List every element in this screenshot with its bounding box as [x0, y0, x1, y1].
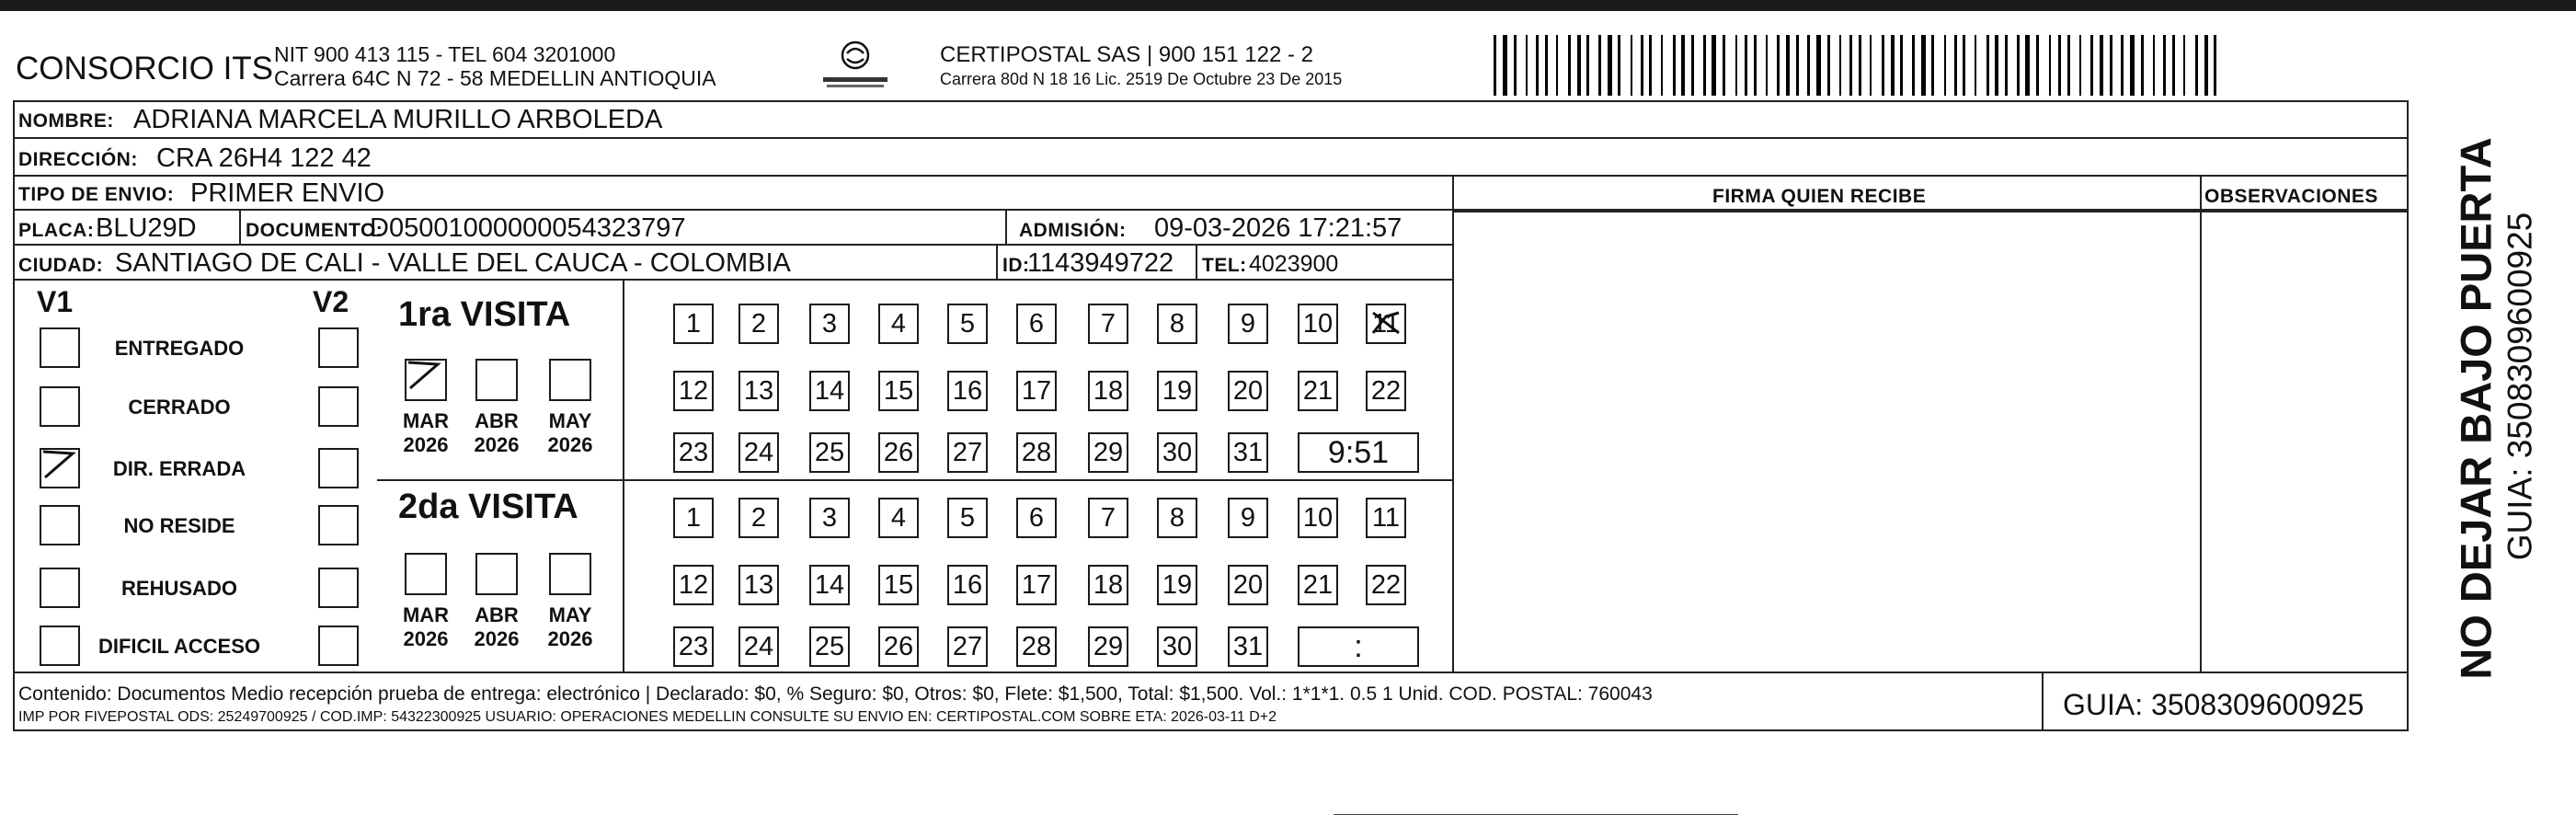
status-label: REHUSADO — [121, 577, 237, 600]
day-box[interactable]: 19 — [1157, 565, 1197, 605]
day-box[interactable]: 17 — [1016, 371, 1057, 411]
footer-print-line: IMP POR FIVEPOSTAL ODS: 25249700925 / COD.IMP: 54322300925 USUARIO: OPERACIONES MEDELLIN CONSULTE SU ENVIO EN: CERTIPOSTAL.COM SOBRE ETA: 2026-03-11 D+2 — [18, 709, 1277, 725]
certipostal-info: CERTIPOSTAL SAS | 900 151 122 - 2 — [940, 42, 1313, 67]
v1-label: V1 — [37, 285, 74, 318]
status-v1-checkbox[interactable] — [40, 448, 80, 488]
status-v2-checkbox[interactable] — [318, 568, 359, 608]
day-box[interactable]: 4 — [878, 498, 919, 538]
day-box[interactable]: 30 — [1157, 432, 1197, 473]
month-checkbox[interactable] — [405, 359, 447, 401]
month-year: 2026 — [547, 433, 593, 456]
visit2-title: 2da VISITA — [398, 488, 578, 526]
admision-value: 09-03-2026 17:21:57 — [1154, 213, 1402, 243]
day-box[interactable]: 13 — [738, 565, 779, 605]
day-box[interactable]: 26 — [878, 432, 919, 473]
month-year: 2026 — [547, 627, 593, 650]
status-v1-checkbox[interactable] — [40, 626, 80, 666]
nombre-label: NOMBRE: — [18, 110, 114, 132]
day-box[interactable]: 1 — [673, 498, 714, 538]
ciudad-value: SANTIAGO DE CALI - VALLE DEL CAUCA - COLOMBIA — [115, 248, 791, 278]
month-year: 2026 — [403, 627, 449, 650]
placa-label: PLACA: — [18, 220, 95, 241]
month-checkbox[interactable] — [405, 553, 447, 595]
day-box[interactable]: 24 — [738, 626, 779, 667]
day-box[interactable]: 7 — [1088, 304, 1128, 344]
day-box[interactable]: 21 — [1298, 371, 1338, 411]
day-box[interactable]: 17 — [1016, 565, 1057, 605]
day-box[interactable]: 16 — [947, 371, 988, 411]
observaciones-area[interactable] — [2203, 213, 2407, 670]
day-box[interactable]: 1 — [673, 304, 714, 344]
direccion-value: CRA 26H4 122 42 — [156, 143, 372, 173]
status-label: NO RESIDE — [123, 514, 235, 537]
day-box[interactable]: 27 — [947, 626, 988, 667]
visit1-title: 1ra VISITA — [398, 295, 571, 334]
day-box[interactable]: 15 — [878, 565, 919, 605]
day-box[interactable]: 20 — [1228, 565, 1268, 605]
day-box[interactable]: 13 — [738, 371, 779, 411]
day-box[interactable]: 19 — [1157, 371, 1197, 411]
day-box[interactable]: 7 — [1088, 498, 1128, 538]
day-box[interactable]: 4 — [878, 304, 919, 344]
day-box[interactable]: 12 — [673, 371, 714, 411]
tipo-envio-label: TIPO DE ENVIO: — [18, 184, 175, 205]
day-box[interactable]: 11 — [1366, 498, 1406, 538]
day-box[interactable]: 16 — [947, 565, 988, 605]
day-box[interactable]: 14 — [809, 565, 850, 605]
visit2-time-box[interactable]: : — [1298, 626, 1419, 667]
day-box[interactable]: 30 — [1157, 626, 1197, 667]
status-v2-checkbox[interactable] — [318, 327, 359, 368]
footer-guia: GUIA: 3508309600925 — [2063, 688, 2364, 721]
day-box[interactable]: 8 — [1157, 304, 1197, 344]
signature-area[interactable] — [1455, 213, 2198, 670]
status-v1-checkbox[interactable] — [40, 386, 80, 427]
day-box[interactable]: 2 — [738, 304, 779, 344]
admision-label: ADMISIÓN: — [1019, 220, 1127, 241]
id-label: ID: — [1002, 255, 1030, 276]
license-info: Carrera 80d N 18 16 Lic. 2519 De Octubre 23 De 2015 — [940, 70, 1343, 88]
firma-header: FIRMA QUIEN RECIBE — [1712, 186, 1927, 207]
month-year: 2026 — [403, 433, 449, 456]
day-box[interactable]: 23 — [673, 432, 714, 473]
status-v1-checkbox[interactable] — [40, 327, 80, 368]
month-label: MAR — [402, 603, 450, 626]
status-v2-checkbox[interactable] — [318, 505, 359, 545]
nombre-value: ADRIANA MARCELA MURILLO ARBOLEDA — [133, 105, 663, 134]
top-border — [0, 0, 2576, 11]
month-year: 2026 — [474, 433, 520, 456]
day-box[interactable]: 11 — [1366, 304, 1406, 344]
status-label: DIFICIL ACCESO — [97, 635, 260, 658]
day-box[interactable]: 23 — [673, 626, 714, 667]
documento-value: D05001000000054323797 — [370, 213, 686, 243]
day-box[interactable]: 22 — [1366, 565, 1406, 605]
month-checkbox[interactable] — [475, 553, 518, 595]
barcode — [1492, 35, 2222, 96]
day-box[interactable]: 6 — [1016, 498, 1057, 538]
footer-content-line: Contenido: Documentos Medio recepción prueba de entrega: electrónico | Declarado: $0, % Seguro: $0, Otros: $0, Flete: $1,500, Total: $1,500. Vol.: 1*1*1. 0.5 1 Unid. COD. POSTAL: 760043 — [18, 683, 1653, 705]
certipostal-logo — [814, 37, 897, 92]
visit1-time-box[interactable]: 9:51 — [1298, 432, 1419, 473]
month-checkbox[interactable] — [549, 553, 591, 595]
day-box[interactable]: 28 — [1016, 626, 1057, 667]
day-box[interactable]: 2 — [738, 498, 779, 538]
day-box[interactable]: 9 — [1228, 304, 1268, 344]
month-label: ABR — [475, 603, 519, 626]
documento-label: DOCUMENTO: — [246, 220, 384, 241]
ciudad-label: CIUDAD: — [18, 255, 104, 276]
day-box[interactable]: 9 — [1228, 498, 1268, 538]
company-address: Carrera 64C N 72 - 58 MEDELLIN ANTIOQUIA — [274, 66, 716, 90]
status-label: ENTREGADO — [114, 337, 245, 360]
side-guia: GUIA: 3508309600925 — [2501, 212, 2539, 561]
day-box[interactable]: 10 — [1298, 498, 1338, 538]
status-v1-checkbox[interactable] — [40, 568, 80, 608]
day-box[interactable]: 14 — [809, 371, 850, 411]
day-box[interactable]: 12 — [673, 565, 714, 605]
day-box[interactable]: 15 — [878, 371, 919, 411]
month-checkbox[interactable] — [475, 359, 518, 401]
v2-label: V2 — [313, 285, 349, 318]
day-box[interactable]: 5 — [947, 304, 988, 344]
day-box[interactable]: 25 — [809, 432, 850, 473]
day-box[interactable]: 28 — [1016, 432, 1057, 473]
status-v2-checkbox[interactable] — [318, 448, 359, 488]
day-box[interactable]: 31 — [1228, 432, 1268, 473]
month-label: MAR — [402, 409, 450, 432]
observaciones-header: OBSERVACIONES — [2204, 186, 2378, 207]
tipo-envio-value: PRIMER ENVIO — [190, 178, 385, 208]
month-checkbox[interactable] — [549, 359, 591, 401]
month-year: 2026 — [474, 627, 520, 650]
day-box[interactable]: 25 — [809, 626, 850, 667]
day-box[interactable]: 31 — [1228, 626, 1268, 667]
day-box[interactable]: 3 — [809, 498, 850, 538]
day-box[interactable]: 29 — [1088, 432, 1128, 473]
status-label: DIR. ERRADA — [112, 457, 246, 480]
day-box[interactable]: 24 — [738, 432, 779, 473]
month-label: ABR — [475, 409, 519, 432]
day-box[interactable]: 5 — [947, 498, 988, 538]
tel-value: 4023900 — [1249, 251, 1339, 277]
day-box[interactable]: 18 — [1088, 565, 1128, 605]
day-box[interactable]: 10 — [1298, 304, 1338, 344]
status-v2-checkbox[interactable] — [318, 386, 359, 427]
day-box[interactable]: 20 — [1228, 371, 1268, 411]
placa-value: BLU29D — [96, 213, 197, 243]
status-v2-checkbox[interactable] — [318, 626, 359, 666]
day-box[interactable]: 27 — [947, 432, 988, 473]
company-nit: NIT 900 413 115 - TEL 604 3201000 — [274, 42, 616, 66]
day-box[interactable]: 18 — [1088, 371, 1128, 411]
tel-label: TEL: — [1202, 255, 1247, 276]
day-box[interactable]: 26 — [878, 626, 919, 667]
no-dejar-warning: NO DEJAR BAJO PUERTA — [2451, 137, 2501, 680]
day-box[interactable]: 8 — [1157, 498, 1197, 538]
day-box[interactable]: 3 — [809, 304, 850, 344]
direccion-label: DIRECCIÓN: — [18, 149, 138, 170]
company-name: CONSORCIO ITS — [16, 51, 274, 86]
status-v1-checkbox[interactable] — [40, 505, 80, 545]
status-label: CERRADO — [128, 396, 231, 419]
month-label: MAY — [548, 603, 592, 626]
day-box[interactable]: 21 — [1298, 565, 1338, 605]
id-value: 1143949722 — [1027, 248, 1174, 278]
day-box[interactable]: 6 — [1016, 304, 1057, 344]
day-box[interactable]: 22 — [1366, 371, 1406, 411]
day-box[interactable]: 29 — [1088, 626, 1128, 667]
month-label: MAY — [548, 409, 592, 432]
